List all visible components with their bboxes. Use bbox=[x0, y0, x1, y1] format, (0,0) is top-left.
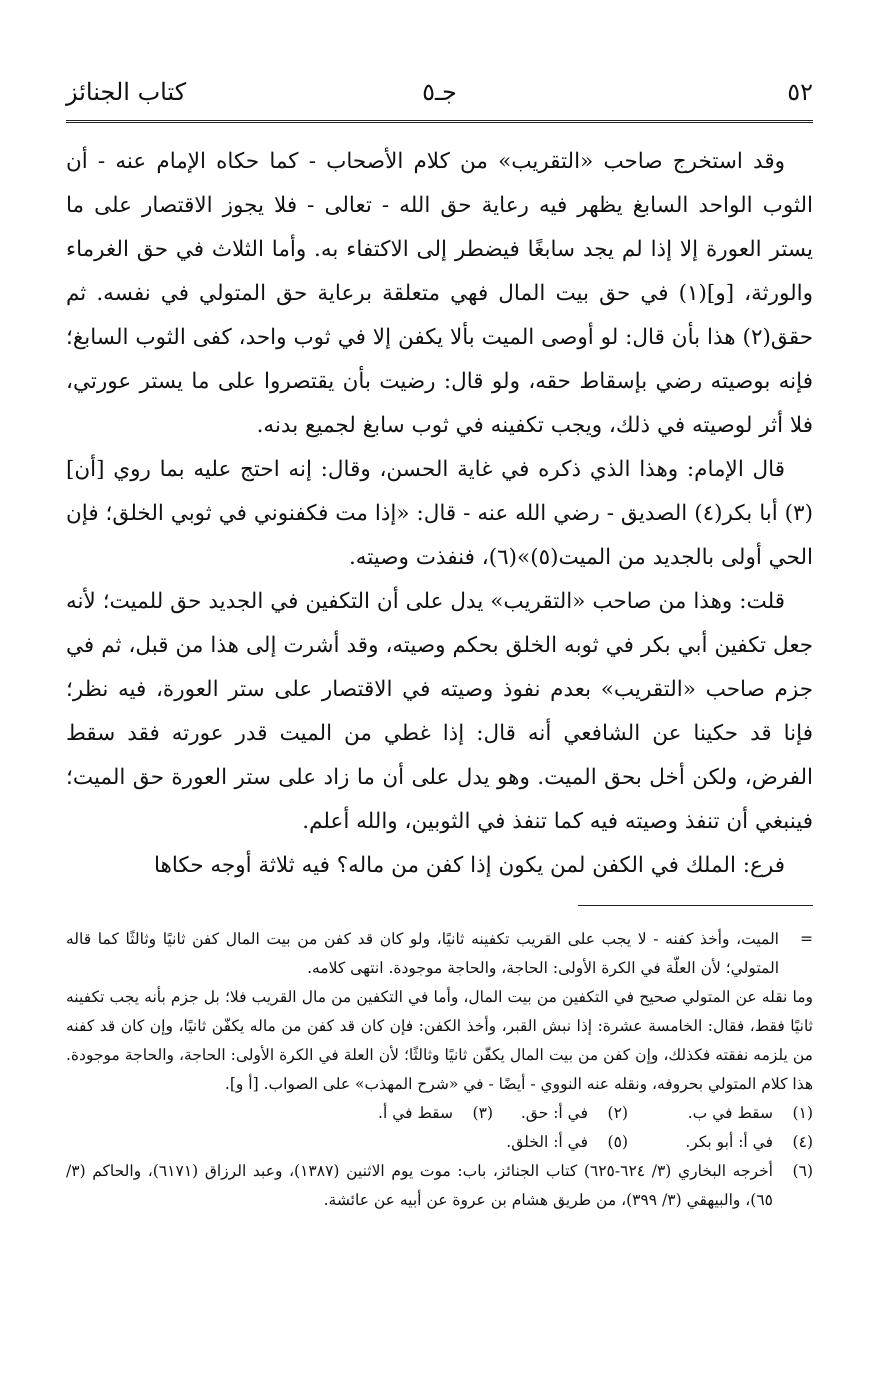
footnote-text: سقط في أ. bbox=[378, 1104, 453, 1122]
footnote-3 bbox=[378, 1099, 493, 1128]
paragraph-1: وقد استخرج صاحب «التقريب» من كلام الأصحاب - كما حكاه الإمام عنه - أن الثوب الواحد السابغ يظهر فيه رعاية حق الله - تعالى - فلا يجوز الاقتصار على ما يستر العورة إلا إذا لم يجد سابغًا فيضطر إلى الاكتفاء به. وأما الثلاث في حق الغرماء والورثة، [و](١) في حق بيت المال فهي متعلقة برعاية حق المتولي في نفسه. ثم حقق(٢) هذا بأن قال: لو أوصى الميت بألا يكفن إلا في ثوب واحد، كفى الثوب السابغ؛ فإنه بوصيته رضي بإسقاط حقه، ولو قال: رضيت بأن يقتصروا على ما يستر عورتي، فلا أثر لوصيته في ذلك، ويجب تكفينه في ثوب سابغ لجميع بدنه. bbox=[66, 149, 813, 438]
footnote-separator bbox=[578, 905, 813, 906]
footnote-1 bbox=[628, 1099, 813, 1128]
page-header bbox=[66, 78, 813, 114]
page-number: ٥٢ bbox=[787, 78, 813, 106]
footnote-number: (٦) bbox=[792, 1162, 813, 1180]
footnote-continuation bbox=[66, 925, 813, 983]
footnote-number: (٤) bbox=[792, 1133, 813, 1151]
footnote-commentary: وما نقله عن المتولي صحيح في التكفين من بيت المال، وأما في التكفين من مال القريب فلا؛ بل جزم بأنه يجب تكفينه ثانيًا فقط، فقال: الخامسة عشرة: إذا نبش القبر، وأخذ الكفن: فإن كان قد كفن من ماله يكفّن ثانيًا، وإن كان قد كفنه من يلزمه نفقته فكذلك، وإن كفن من بيت المال يكفّن ثانيًا وثالثًا؛ لأن العلة في الكرة الأولى: الحاجة، والحاجة موجودة. هذا كلام المتولي بحروفه، ونقله عنه النووي - أيضًا - في «شرح المهذب» على الصواب. [أ و]. bbox=[66, 988, 813, 1093]
header-rule bbox=[66, 120, 813, 123]
footnote-row-1 bbox=[66, 1099, 813, 1128]
continuation-mark: = bbox=[800, 930, 813, 948]
paragraph-4: فرع: الملك في الكفن لمن يكون إذا كفن من ماله؟ فيه ثلاثة أوجه حكاها bbox=[153, 853, 785, 878]
book-title: كتاب الجنائز bbox=[66, 78, 187, 106]
footnote-number: (٥) bbox=[607, 1133, 628, 1151]
footnote-row-2 bbox=[66, 1128, 813, 1157]
footnote-continuation-text: الميت، وأخذ كفنه - لا يجب على القريب تكفينه ثانيًا، ولو كان قد كفن من بيت المال كفن ثانيًا وثالثًا كما قاله المتولي؛ لأن العلّة في الكرة الأولى: الحاجة، والحاجة موجودة. انتهى كلامه. bbox=[66, 930, 779, 977]
footnote-text: في أ: الخلق. bbox=[506, 1133, 588, 1151]
footnote-text: في أ: أبو بكر. bbox=[685, 1133, 773, 1151]
footnote-text: في أ: حق. bbox=[520, 1104, 588, 1122]
paragraph-2: قال الإمام: وهذا الذي ذكره في غاية الحسن، وقال: إنه احتج عليه بما روي [أن](٣) أبا بكر(٤) الصديق - رضي الله عنه - قال: «إذا مت فكفنوني في ثوبي الخلق؛ فإن الحي أولى بالجديد من الميت(٥)»(٦)، فنفذت وصيته. bbox=[66, 457, 813, 570]
footnote-2 bbox=[493, 1099, 628, 1128]
footnotes bbox=[66, 925, 813, 1215]
main-text bbox=[66, 140, 813, 888]
footnote-5 bbox=[506, 1128, 628, 1157]
footnote-number: (١) bbox=[792, 1104, 813, 1122]
footnote-4 bbox=[628, 1128, 813, 1157]
footnote-number: (٣) bbox=[472, 1104, 493, 1122]
footnote-text: سقط في ب. bbox=[687, 1104, 773, 1122]
paragraph-3: قلت: وهذا من صاحب «التقريب» يدل على أن التكفين في الجديد حق للميت؛ لأنه جعل تكفين أبي بكر في ثوبه الخلق بحكم وصيته، وقد أشرت إلى هذا من قبل، ثم في جزم صاحب «التقريب» بعدم نفوذ وصيته في الاقتصار على ستر العورة، فيه نظر؛ فإنا قد حكينا عن الشافعي أنه قال: إذا غطي من الميت قدر عورته فقد سقط الفرض، ولكن أخل بحق الميت. وهو يدل على أن ما زاد على ستر العورة حق الميت؛ فينبغي أن تنفذ وصيته فيه كما تنفذ في الثوبين، والله أعلم. bbox=[66, 589, 813, 834]
footnote-number: (٢) bbox=[607, 1104, 628, 1122]
footnote-text: أخرجه البخاري (٣/ ٦٢٤-٦٢٥) كتاب الجنائز، باب: موت يوم الاثنين (١٣٨٧)، وعبد الرزاق (٦١٧١)، والحاكم (٣/ ٦٥)، والبيهقي (٣/ ٣٩٩)، من طريق هشام بن عروة عن أبيه عن عائشة. bbox=[66, 1162, 773, 1209]
volume-label: جـ٥ bbox=[422, 78, 457, 106]
footnote-6 bbox=[66, 1157, 813, 1215]
